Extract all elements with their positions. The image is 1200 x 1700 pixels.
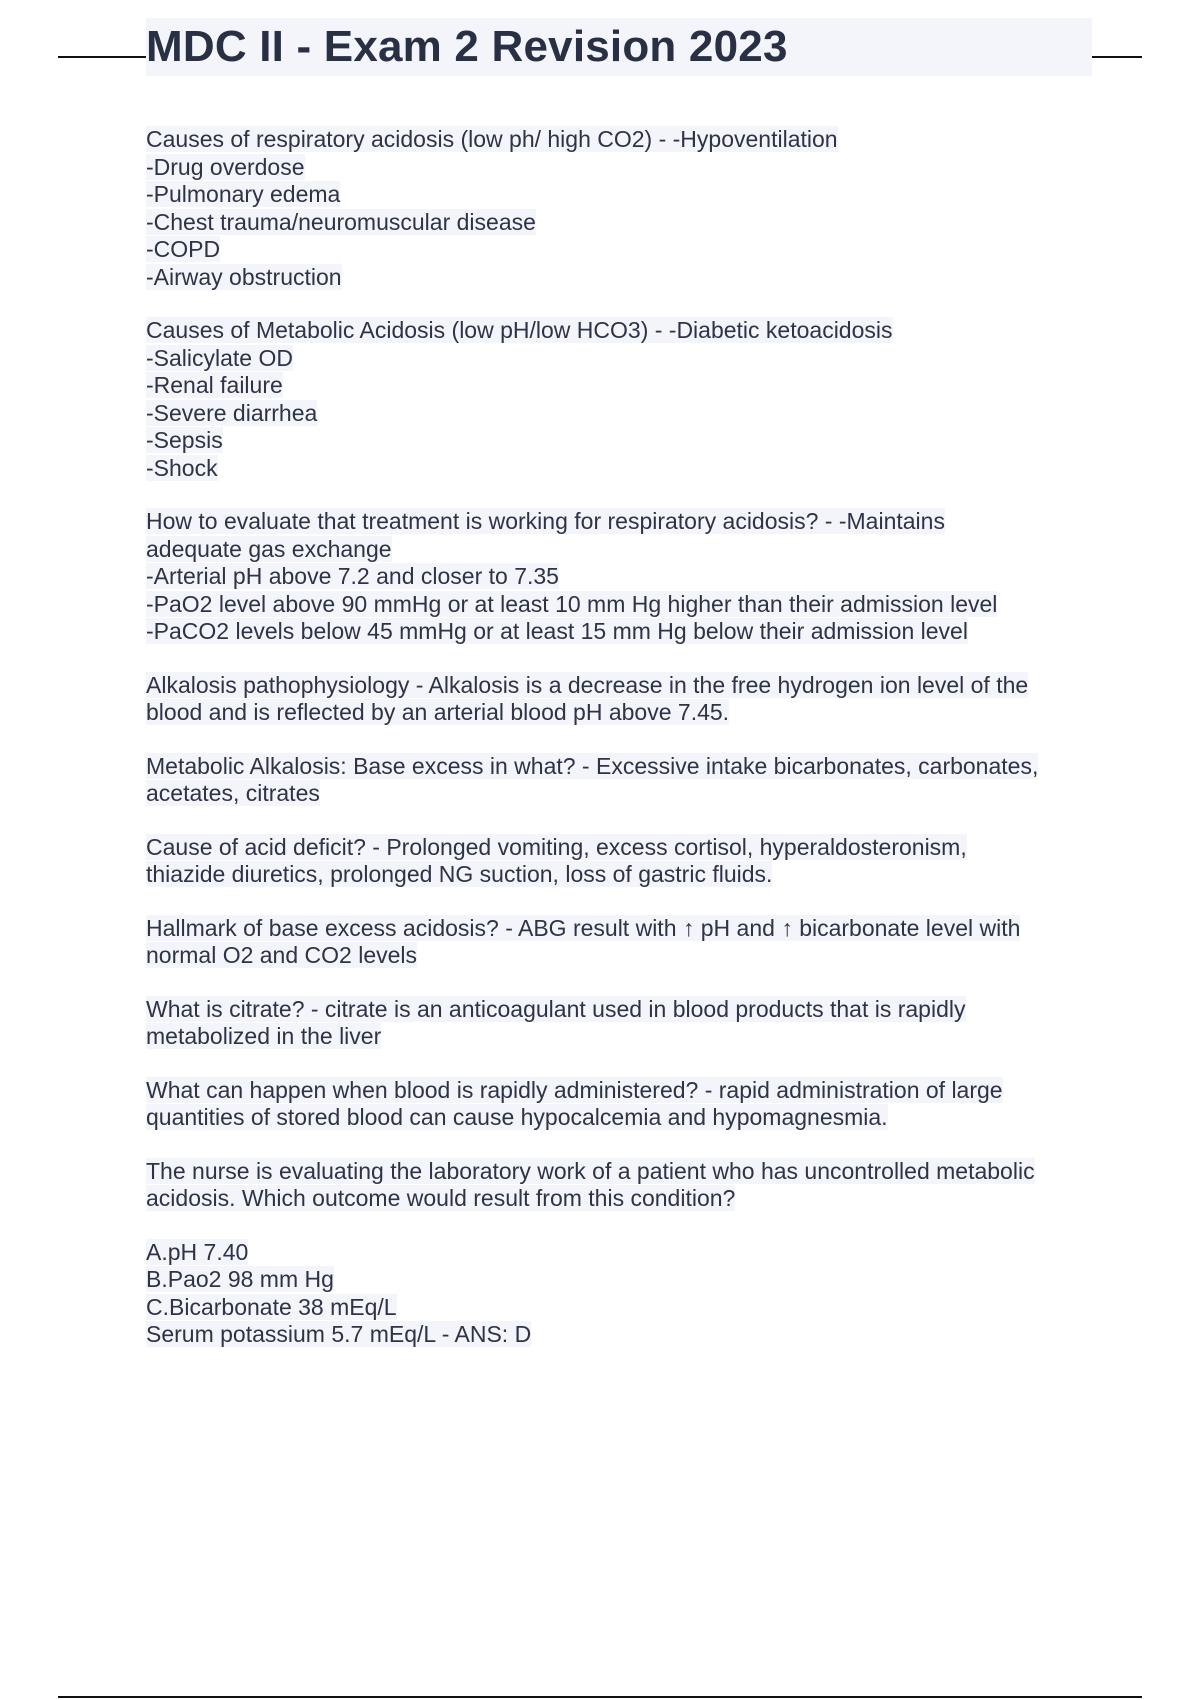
answer-option-b: B.Pao2 98 mm Hg <box>146 1266 334 1292</box>
text-line: -Pulmonary edema <box>146 181 341 207</box>
text-line: The nurse is evaluating the laboratory work of a patient who has uncontrolled metabolic <box>146 1157 1035 1184</box>
qa-entry-rapid-blood-administration <box>146 1077 1096 1132</box>
text-line: acetates, citrates <box>146 780 320 806</box>
text-line: -Salicylate OD <box>146 344 293 371</box>
qa-entry-acid-deficit-cause <box>146 834 1096 889</box>
qa-entry-evaluate-treatment <box>146 508 1096 646</box>
qa-entry-nurse-question <box>146 1158 1096 1213</box>
text-line: -Shock <box>146 454 218 481</box>
qa-entry-answer-options <box>146 1239 1096 1349</box>
header-rule-right <box>1092 56 1142 58</box>
text-line: blood and is reflected by an arterial blood pH above 7.45. <box>146 699 730 725</box>
text-line: -COPD <box>146 236 221 262</box>
qa-entry-metabolic-acidosis-causes <box>146 317 1096 482</box>
text-line: adequate gas exchange <box>146 535 392 562</box>
text-line: metabolized in the liver <box>146 1023 382 1049</box>
text-line: acidosis. Which outcome would result from this condition? <box>146 1185 736 1211</box>
text-line: Hallmark of base excess acidosis? - ABG result with ↑ pH and ↑ bicarbonate level with <box>146 914 1021 941</box>
footer-rule <box>58 1696 1142 1698</box>
text-line: Causes of Metabolic Acidosis (low pH/low HCO3) - -Diabetic ketoacidosis <box>146 317 893 343</box>
text-line: What can happen when blood is rapidly administered? - rapid administration of large <box>146 1076 1003 1103</box>
text-line: -Chest trauma/neuromuscular disease <box>146 208 536 235</box>
text-line: thiazide diuretics, prolonged NG suction, loss of gastric fluids. <box>146 861 773 887</box>
document-body <box>146 126 1096 1375</box>
text-line: Causes of respiratory acidosis (low ph/ high CO2) - -Hypoventilation <box>146 126 838 152</box>
text-line: Metabolic Alkalosis: Base excess in what? - Excessive intake bicarbonates, carbonates, <box>146 752 1039 779</box>
text-line: How to evaluate that treatment is working for respiratory acidosis? - -Maintains <box>146 508 945 534</box>
answer-option-a: A.pH 7.40 <box>146 1238 249 1265</box>
text-line: -Renal failure <box>146 372 283 398</box>
qa-entry-respiratory-acidosis-causes <box>146 126 1096 291</box>
text-line: -PaCO2 levels below 45 mmHg or at least 15 mm Hg below their admission level <box>146 618 968 644</box>
qa-entry-citrate <box>146 996 1096 1051</box>
text-line: -Arterial pH above 7.2 and closer to 7.35 <box>146 563 559 589</box>
qa-entry-metabolic-alkalosis-base-excess <box>146 753 1096 808</box>
text-line: Cause of acid deficit? - Prolonged vomiting, excess cortisol, hyperaldosteronism, <box>146 833 967 860</box>
qa-entry-base-excess-hallmark <box>146 915 1096 970</box>
text-line: -Airway obstruction <box>146 263 342 290</box>
text-line: -Drug overdose <box>146 153 305 180</box>
text-line: What is citrate? - citrate is an anticoagulant used in blood products that is rapidly <box>146 995 966 1022</box>
text-line: quantities of stored blood can cause hypocalcemia and hypomagnesmia. <box>146 1104 888 1130</box>
text-line: normal O2 and CO2 levels <box>146 942 418 968</box>
page-title: MDC II - Exam 2 Revision 2023 <box>146 22 788 71</box>
answer-option-d: Serum potassium 5.7 mEq/L - ANS: D <box>146 1321 532 1347</box>
header-rule-left <box>58 56 146 58</box>
text-line: -Sepsis <box>146 427 223 453</box>
text-line: -PaO2 level above 90 mmHg or at least 10 mm Hg higher than their admission level <box>146 590 998 617</box>
text-line: Alkalosis pathophysiology - Alkalosis is a decrease in the free hydrogen ion level of the <box>146 671 1029 698</box>
qa-entry-alkalosis-pathophysiology <box>146 672 1096 727</box>
text-line: -Severe diarrhea <box>146 399 318 426</box>
answer-option-c: C.Bicarbonate 38 mEq/L <box>146 1293 397 1320</box>
